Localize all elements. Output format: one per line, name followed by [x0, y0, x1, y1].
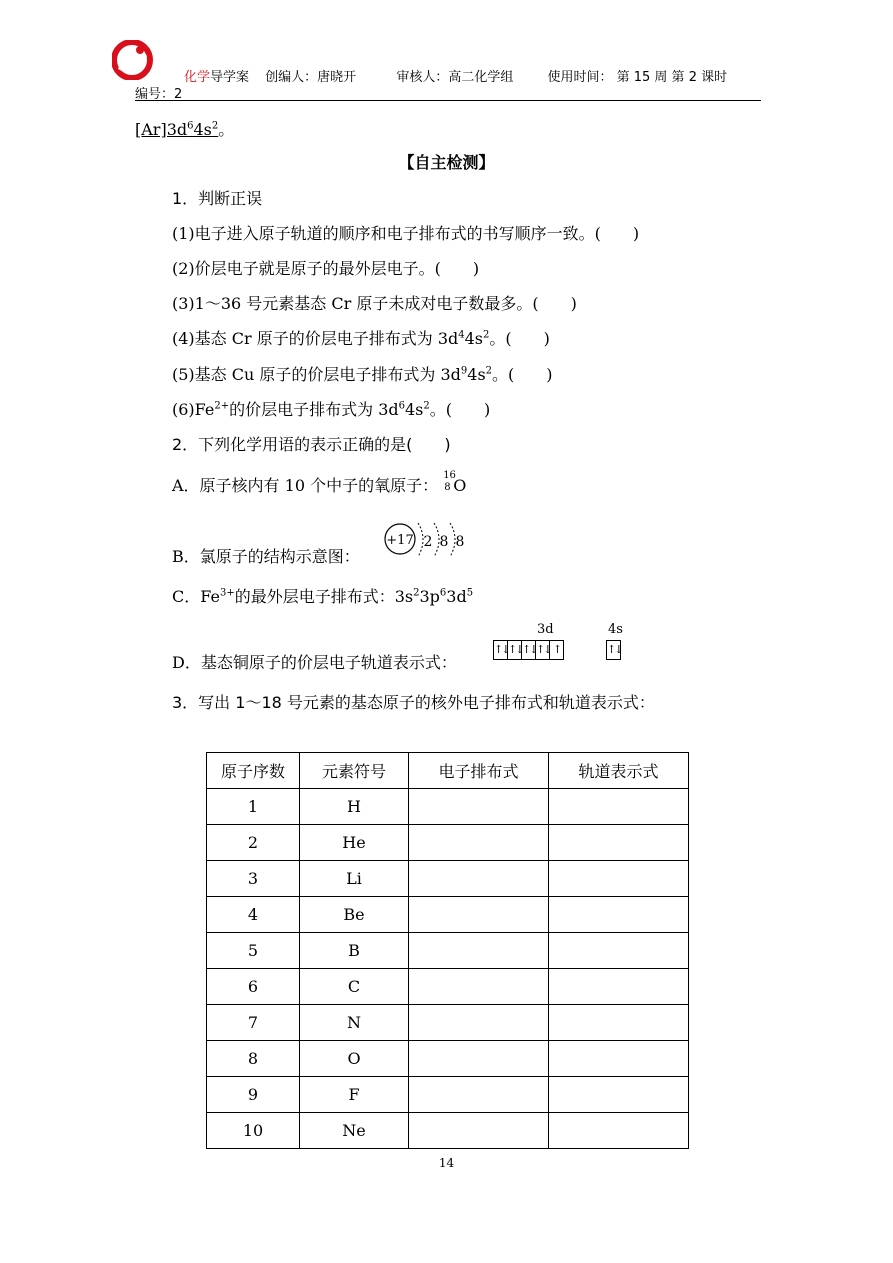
cell-number: 1 — [207, 789, 300, 825]
cell-symbol: N — [300, 1005, 409, 1041]
cell-number: 3 — [207, 861, 300, 897]
cell-symbol: C — [300, 969, 409, 1005]
q1-item-6: $(6)Fe^{2+}$的价层电子排布式为 $3d^64s^2$。( ) — [172, 400, 491, 419]
cell-config-blank[interactable] — [409, 861, 549, 897]
table-row — [207, 933, 689, 969]
cell-orbital-blank[interactable] — [549, 897, 689, 933]
cell-config-blank[interactable] — [409, 825, 549, 861]
header-author: 创编人：唐晓开 — [265, 70, 357, 85]
orbital-3d-boxes — [494, 640, 564, 660]
cell-config-blank[interactable] — [409, 933, 549, 969]
cell-config-blank[interactable] — [409, 969, 549, 1005]
cell-config-blank[interactable] — [409, 1077, 549, 1113]
logo-icon — [112, 40, 156, 80]
shell-1-label: 2 — [423, 534, 433, 550]
orbital-box-3d-5: ↑ — [549, 640, 564, 660]
cell-number: 7 — [207, 1005, 300, 1041]
cell-symbol: Ne — [300, 1113, 409, 1149]
col-header-atomic-number: 原子序数 — [207, 753, 300, 789]
orbital-box-3d-2: ↑↓ — [507, 640, 522, 660]
cell-config-blank[interactable] — [409, 1005, 549, 1041]
cell-orbital-blank[interactable] — [549, 1041, 689, 1077]
q1-item-2: (2)价层电子就是原子的最外层电子。( ) — [172, 259, 480, 278]
cell-symbol: Li — [300, 861, 409, 897]
cell-config-blank[interactable] — [409, 897, 549, 933]
header-line — [184, 66, 727, 85]
table-header-row — [207, 753, 689, 789]
q1-item-4: (4)基态 Cr 原子的价层电子排布式为 $3d^44s^2$。( ) — [172, 329, 550, 348]
orbital-box-3d-4: ↑↓ — [535, 640, 550, 660]
cell-config-blank[interactable] — [409, 1113, 549, 1149]
chlorine-structure-diagram — [382, 519, 472, 563]
orbital-box-3d-3: ↑↓ — [521, 640, 536, 660]
col-header-config: 电子排布式 — [409, 753, 549, 789]
cell-orbital-blank[interactable] — [549, 1077, 689, 1113]
cell-config-blank[interactable] — [409, 789, 549, 825]
cell-symbol: H — [300, 789, 409, 825]
orbital-4s-label: 4s — [608, 622, 623, 637]
cell-orbital-blank[interactable] — [549, 789, 689, 825]
cell-number: 9 — [207, 1077, 300, 1113]
orbital-3d-label: 3d — [537, 622, 554, 637]
cell-symbol: He — [300, 825, 409, 861]
nucleus-label: +17 — [386, 533, 414, 548]
orbital-box-3d-1: ↑↓ — [493, 640, 508, 660]
cell-orbital-blank[interactable] — [549, 1005, 689, 1041]
isotope-mass: 16 — [443, 470, 456, 481]
isotope-symbol: O — [453, 476, 467, 495]
cell-number: 10 — [207, 1113, 300, 1149]
orbital-4s-boxes — [607, 640, 621, 660]
table-row — [207, 1005, 689, 1041]
header-doc-type: 导学案 — [210, 70, 250, 85]
header-reviewer: 审核人：高二化学组 — [396, 70, 514, 85]
cell-number: 5 — [207, 933, 300, 969]
section-title: 【自主检测】 — [398, 153, 495, 172]
q3-title: 3．写出 1～18 号元素的基态原子的核外电子排布式和轨道表示式： — [172, 693, 655, 712]
cell-orbital-blank[interactable] — [549, 969, 689, 1005]
header-code: 编号：2 — [135, 87, 183, 102]
header-brand: 化学 — [184, 70, 211, 85]
intro-sup2: 2 — [211, 120, 219, 132]
cell-config-blank[interactable] — [409, 1041, 549, 1077]
q1-item-3: (3)1～36 号元素基态 Cr 原子未成对电子数最多。( ) — [172, 294, 577, 313]
table-row — [207, 1077, 689, 1113]
col-header-orbital: 轨道表示式 — [549, 753, 689, 789]
header-rule — [135, 100, 761, 101]
cell-orbital-blank[interactable] — [549, 825, 689, 861]
col-header-symbol: 元素符号 — [300, 753, 409, 789]
cell-orbital-blank[interactable] — [549, 861, 689, 897]
table-row — [207, 825, 689, 861]
q2-option-b: B．氯原子的结构示意图： — [172, 547, 360, 566]
shell-3-label: 8 — [455, 534, 465, 550]
intro-mid: 4s — [193, 120, 212, 139]
cell-number: 6 — [207, 969, 300, 1005]
cell-number: 2 — [207, 825, 300, 861]
q1-item-1: (1)电子进入原子轨道的顺序和电子排布式的书写顺序一致。( ) — [172, 224, 640, 243]
table-row — [207, 861, 689, 897]
intro-suffix: 。 — [218, 120, 235, 139]
table-row — [207, 1113, 689, 1149]
cell-symbol: F — [300, 1077, 409, 1113]
q1-title: 1．判断正误 — [172, 189, 263, 208]
table-row — [207, 897, 689, 933]
cell-orbital-blank[interactable] — [549, 1113, 689, 1149]
intro-sup1: 6 — [187, 120, 194, 132]
q1-item-5: (5)基态 Cu 原子的价层电子排布式为 $3d^94s^2$。( ) — [172, 365, 553, 384]
electron-config-table — [206, 752, 689, 1149]
shell-2-label: 8 — [439, 534, 449, 550]
table-row — [207, 789, 689, 825]
isotope-z: 8 — [444, 482, 451, 493]
intro-line — [135, 117, 234, 140]
q2-option-d: D．基态铜原子的价层电子轨道表示式： — [172, 653, 457, 672]
cell-orbital-blank[interactable] — [549, 933, 689, 969]
orbital-box-4s: ↑↓ — [606, 640, 621, 660]
q2-option-c: C．$Fe^{3+}$的最外层电子排布式：$3s^23p^63d^5$ — [172, 587, 474, 606]
q2-option-a-text: A．原子核内有 10 个中子的氧原子： — [172, 476, 439, 495]
header-time: 使用时间： 第 15 周 第 2 课时 — [547, 70, 728, 85]
cell-symbol: O — [300, 1041, 409, 1077]
q2-title: 2．下列化学用语的表示正确的是( ) — [172, 435, 451, 454]
cell-number: 4 — [207, 897, 300, 933]
q2-option-a — [172, 470, 467, 496]
table-row — [207, 1041, 689, 1077]
table-row — [207, 969, 689, 1005]
intro-prefix: [Ar]3d — [135, 120, 188, 139]
page-number: 14 — [438, 1156, 455, 1170]
cell-symbol: Be — [300, 897, 409, 933]
cell-symbol: B — [300, 933, 409, 969]
cell-number: 8 — [207, 1041, 300, 1077]
